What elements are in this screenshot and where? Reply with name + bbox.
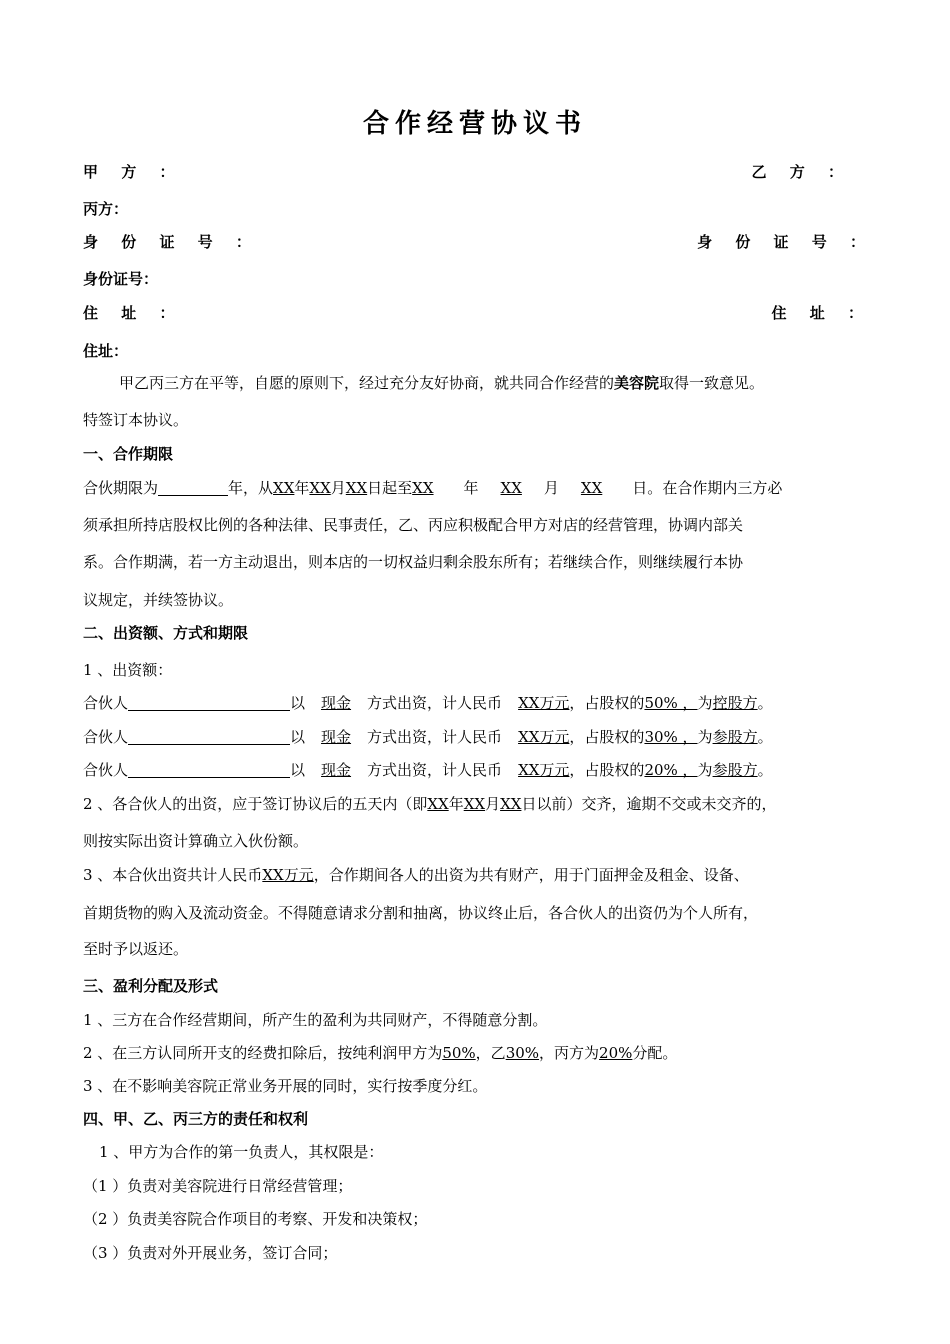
section-4-sub-1: （1 ）负责对美容院进行日常经营管理； [83, 1177, 353, 1195]
document-title: 合作经营协议书 [362, 109, 587, 139]
section-2-item-2: 2 、各合伙人的出资，应于签订协议后的五天内（即XX年XX月XX日以前）交齐，逾期不交或未交齐的， [83, 795, 777, 813]
section-2-item-1: 1 、出资额： [83, 661, 173, 679]
section-4-item-1: 1 、甲方为合作的第一负责人，其权限是： [99, 1143, 384, 1161]
section-3-item-1: 1 、三方在合作经营期间，所产生的盈利为共同财产，不得随意分割。 [83, 1011, 548, 1029]
party-c-label: 丙方： [83, 200, 129, 218]
section-2-item-2-cont: 则按实际出资计算确立入伙份额。 [83, 832, 309, 850]
section-4-sub-3: （3 ）负责对外开展业务，签订合同； [83, 1244, 338, 1262]
section-2-item-3: 3 、本合伙出资共计人民币XX万元，合作期间各人的出资为共有财产，用于门面押金及租金、设备、 [83, 866, 749, 884]
section-1-line-2: 须承担所持店股权比例的各种法律、民事责任，乙、丙应积极配合甲方对店的经营管理，协调内部关 [83, 516, 744, 534]
section-2-heading: 二、出资额、方式和期限 [83, 624, 249, 642]
intro-paragraph: 甲乙丙三方在平等，自愿的原则下，经过充分友好协商，就共同合作经营的美容院取得一致意见。 [119, 374, 765, 392]
id-b-label: 身 份 证 号 ： [697, 233, 874, 251]
addr-c-label: 住址： [83, 342, 129, 360]
section-3-heading: 三、盈利分配及形式 [83, 977, 219, 995]
intro-line-2: 特签订本协议。 [83, 411, 189, 429]
contribution-row-1: 合伙人 以 现金 方式出资，计人民币 XX万元，占股权的50% ，为控股方。 [83, 694, 773, 712]
section-2-item-3-cont: 首期货物的购入及流动资金。不得随意请求分割和抽离，协议终止后，各合伙人的出资仍为个人所有， [83, 904, 759, 922]
contribution-row-3: 合伙人 以 现金 方式出资，计人民币 XX万元，占股权的20% ，为参股方。 [83, 761, 773, 779]
party-b-label: 乙 方 ： [751, 163, 852, 181]
section-2-item-3-end: 至时予以返还。 [83, 940, 189, 958]
addr-a-label: 住 址 ： [83, 304, 184, 322]
section-1-line-4: 议规定，并续签协议。 [83, 591, 234, 609]
section-3-item-3: 3 、在不影响美容院正常业务开展的同时，实行按季度分红。 [83, 1077, 488, 1095]
section-1-line-1: 合伙期限为 年，从XX年XX月XX日起至XX 年 XX 月 XX 日。在合作期内三方必 [83, 479, 783, 497]
section-4-heading: 四、甲、乙、丙三方的责任和权利 [83, 1110, 309, 1128]
id-c-label: 身份证号： [83, 270, 159, 288]
party-row-addr [83, 302, 880, 324]
contribution-row-2: 合伙人 以 现金 方式出资，计人民币 XX万元，占股权的30% ，为参股方。 [83, 728, 773, 746]
addr-b-label: 住 址 ： [771, 304, 872, 322]
party-a-label: 甲 方 ： [83, 163, 184, 181]
section-3-item-2: 2 、在三方认同所开支的经费扣除后，按纯利润甲方为50%，乙30%，丙方为20%分配。 [83, 1044, 678, 1062]
party-row-1 [83, 161, 880, 183]
party-row-id [83, 231, 880, 253]
section-1-line-3: 系。合作期满，若一方主动退出，则本店的一切权益归剩余股东所有；若继续合作，则继续履行本协 [83, 553, 744, 571]
id-a-label: 身 份 证 号 ： [83, 233, 260, 251]
section-4-sub-2: （2 ）负责美容院合作项目的考察、开发和决策权； [83, 1210, 428, 1228]
section-1-heading: 一、合作期限 [83, 445, 174, 463]
